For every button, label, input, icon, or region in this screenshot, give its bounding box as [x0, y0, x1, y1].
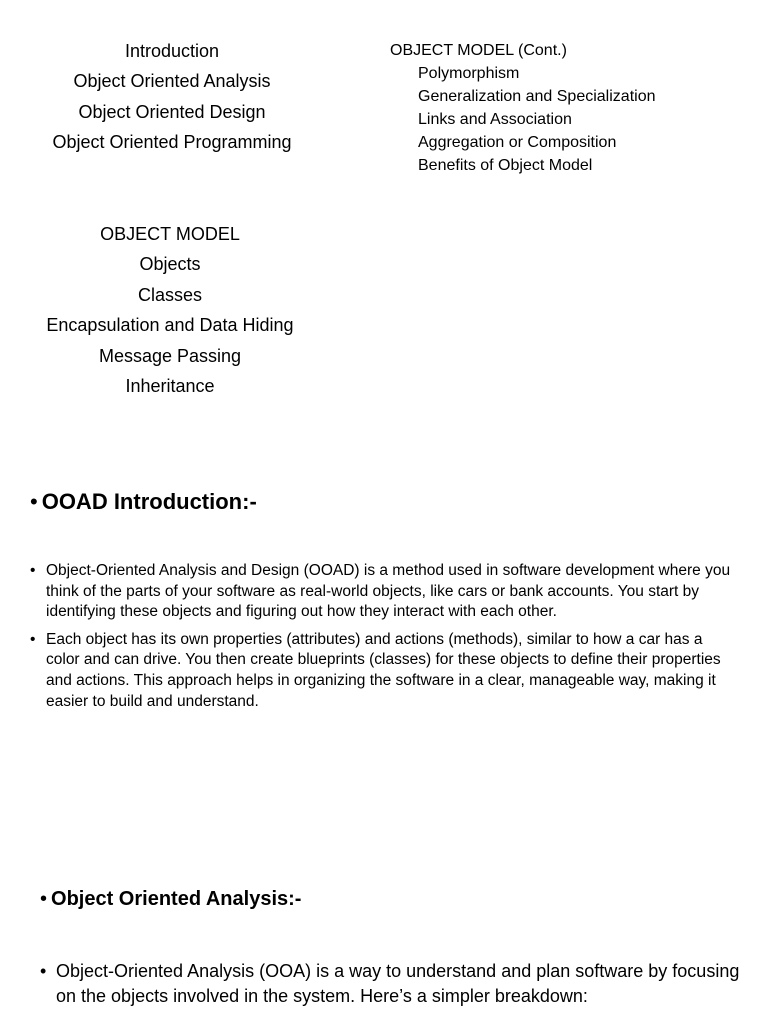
contents-item: Classes [137, 284, 203, 305]
contents-item: Polymorphism [418, 65, 520, 82]
bullet-icon: • [40, 961, 47, 981]
contents-section-header: OBJECT MODEL (Cont.) [390, 42, 567, 59]
contents-item: Benefits of Object Model [418, 157, 593, 174]
contents-item: Object Oriented Analysis [73, 71, 271, 92]
contents-item: Message Passing [98, 345, 242, 366]
paragraph-text: Object-Oriented Analysis and Design (OOAD) is a method used in software development where you think of the parts of your software as real-world objects, like cars or bank accounts. You start by identifying these objects and figuring out how they interact with each other. [46, 562, 731, 621]
paragraph-text: Object-Oriented Analysis (OOA) is a way to understand and plan software by focusing on the objects involved in the system. Here’s a simpler breakdown: [56, 961, 740, 1006]
contents-item: Aggregation or Composition [418, 134, 617, 151]
paragraph-list [40, 959, 740, 1008]
section-heading-text: OOAD Introduction:- [41, 489, 257, 514]
list-item [40, 959, 740, 1008]
list-item [30, 561, 738, 623]
contents-item: Introduction [124, 41, 220, 61]
section-heading [40, 888, 301, 911]
contents-middle-column [28, 219, 312, 401]
bullet-icon: • [30, 562, 36, 579]
bullet-icon: • [30, 630, 36, 648]
bullet-icon: • [30, 489, 38, 514]
section-heading-text: Object Oriented Analysis:- [51, 888, 302, 910]
section-heading [30, 489, 257, 515]
contents-right-column [390, 39, 760, 177]
contents-item: Generalization and Specialization [418, 88, 656, 105]
bullet-icon: • [40, 888, 48, 910]
contents-left-column [28, 36, 316, 158]
contents-section-header: OBJECT MODEL [100, 224, 240, 244]
paragraph-text: Each object has its own properties (attributes) and actions (methods), similar to how a car has a color and can drive. You then create blueprints (classes) for these objects to define their properties and actions. This approach helps in organizing the software in a clear, manageable way, making it easier to build and understand. [46, 630, 721, 710]
contents-item: Encapsulation and Data Hiding [46, 315, 294, 336]
contents-item: Objects [139, 254, 201, 275]
contents-item: Inheritance [125, 376, 215, 397]
contents-item: Object Oriented Design [78, 101, 266, 122]
list-item [30, 630, 738, 712]
contents-item: Object Oriented Programming [52, 132, 292, 153]
paragraph-list [30, 561, 738, 719]
contents-item: Links and Association [418, 111, 572, 128]
